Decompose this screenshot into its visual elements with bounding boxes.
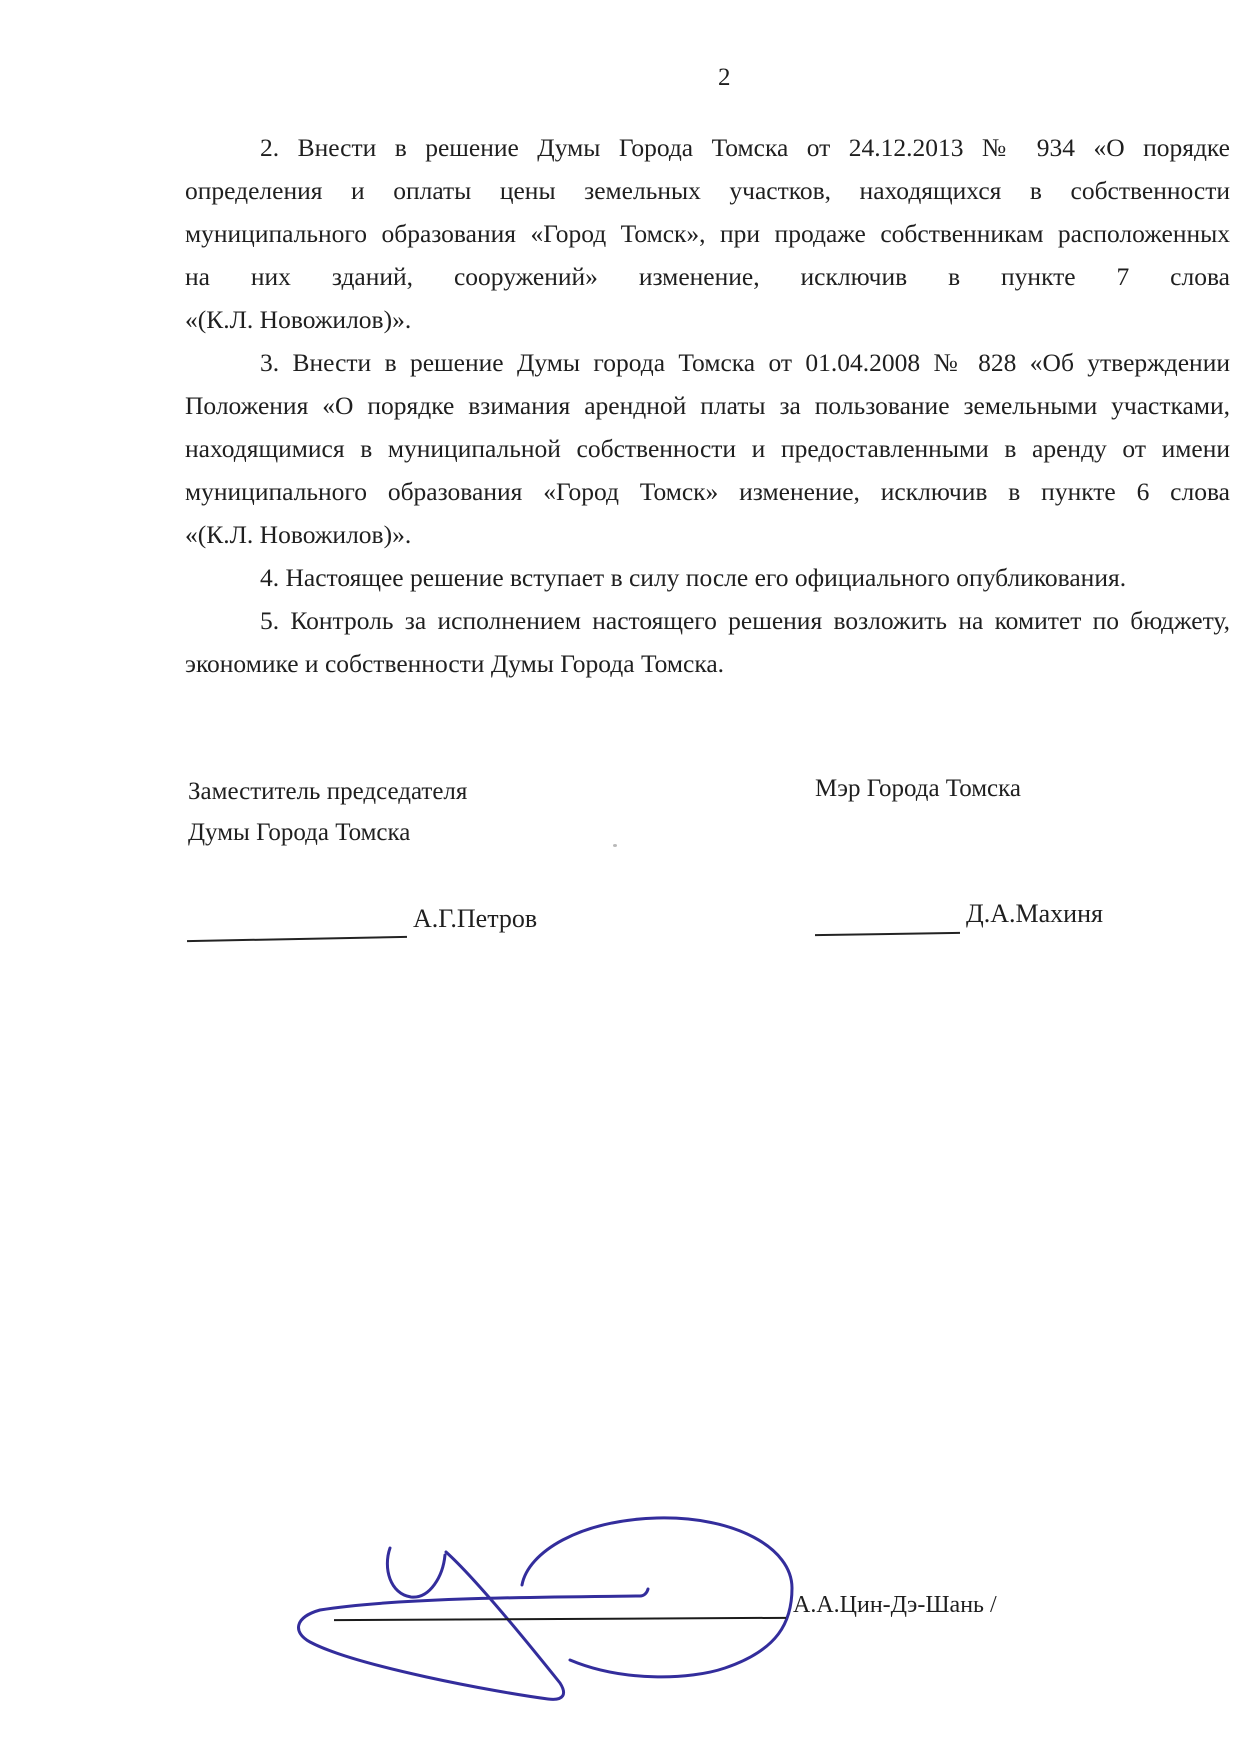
paragraph-3-line-5: «(К.Л. Новожилов)». — [185, 520, 412, 549]
handwritten-signature-icon — [270, 1465, 810, 1750]
left-signatory-name: А.Г.Петров — [413, 904, 538, 933]
paragraph-4-line-1: 4. Настоящее решение вступает в силу после его официального опубликования. — [260, 563, 1127, 592]
paragraph-3-line-3: находящимися в муниципальной собственности и предоставленными в аренду от имени — [185, 434, 1230, 463]
paragraph-3-line-1: 3. Внести в решение Думы города Томска от 01.04.2008 № 828 «Об утверждении — [260, 348, 1230, 377]
signature-stroke-cusp — [387, 1548, 445, 1597]
page-number: 2 — [718, 64, 731, 91]
approval-name: А.А.Цин-Дэ-Шань / — [793, 1592, 997, 1618]
right-signatory-name: Д.А.Махиня — [966, 899, 1103, 928]
left-signatory-title-line2: Думы Города Томска — [188, 819, 411, 846]
paragraph-3-line-2: Положения «О порядке взимания арендной платы за пользование земельными участками, — [185, 391, 1230, 420]
paragraph-2-line-2: определения и оплаты цены земельных участков, находящихся в собственности — [185, 176, 1230, 205]
right-signatory-title: Мэр Города Томска — [815, 775, 1022, 802]
paragraph-2-line-3: муниципального образования «Город Томск», при продаже собственникам расположенных — [185, 219, 1230, 248]
signature-stroke-loop — [299, 1552, 648, 1699]
paragraph-2-line-5: «(К.Л. Новожилов)». — [185, 305, 412, 334]
left-signature-line — [187, 936, 407, 942]
paragraph-3-line-4: муниципального образования «Город Томск» изменение, исключив в пункте 6 слова — [185, 477, 1230, 506]
paragraph-2-line-4: на них зданий, сооружений» изменение, исключив в пункте 7 слова — [185, 262, 1230, 291]
left-signatory-title-line1: Заместитель председателя — [188, 778, 468, 805]
scan-speck — [613, 844, 617, 847]
paragraph-5-line-2: экономике и собственности Думы Города Томска. — [185, 649, 725, 678]
right-signature-line — [815, 932, 960, 936]
document-body — [185, 126, 1230, 685]
paragraph-5-line-1: 5. Контроль за исполнением настоящего решения возложить на комитет по бюджету, — [260, 606, 1230, 635]
paragraph-2-line-1: 2. Внести в решение Думы Города Томска от 24.12.2013 № 934 «О порядке — [260, 133, 1230, 162]
